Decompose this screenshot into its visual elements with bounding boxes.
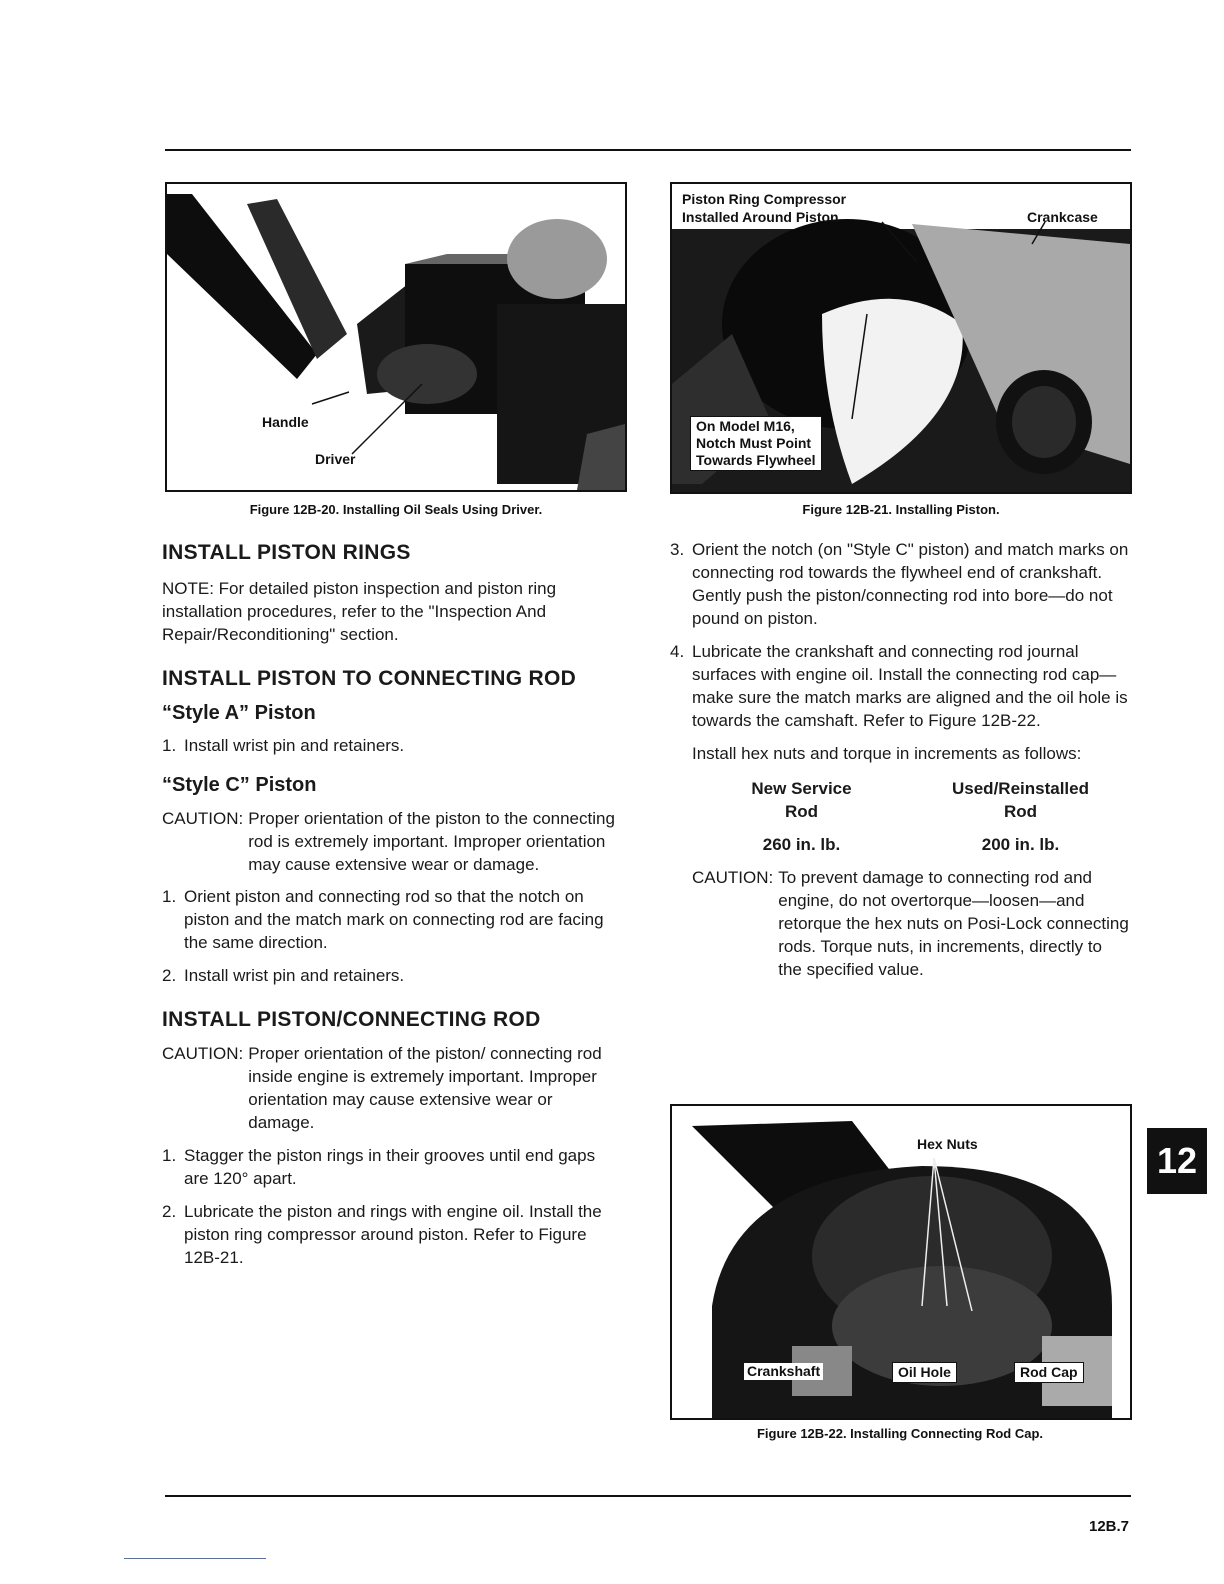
handle-label: Handle: [262, 414, 309, 430]
torque-table: [670, 777, 1130, 856]
hex-nuts-label: Hex Nuts: [914, 1136, 981, 1153]
install-step-1: 1. Stagger the piston rings in their grooves until end gaps are 120° apart.: [162, 1146, 596, 1188]
figure-12b-22-photo: [670, 1104, 1132, 1420]
torque-used-reinstalled-value: 200 in. lb.: [981, 835, 1060, 854]
torque-new-service-header: New Service Rod: [751, 779, 852, 821]
torque-used-reinstalled-header: Used/Reinstalled Rod: [952, 779, 1089, 821]
piston-rings-note: NOTE: For detailed piston inspection and piston ring installation procedures, refer to the "Inspection And Repair/Reconditioning" section.: [162, 579, 557, 644]
top-rule: [165, 149, 1131, 151]
rod-cap-label: Rod Cap: [1014, 1362, 1084, 1383]
figure-12b-20-photo: [165, 182, 627, 492]
crankcase-label: Crankcase: [1027, 209, 1098, 225]
crankshaft-label: Crankshaft: [744, 1363, 823, 1380]
figure-12b-21-caption: Figure 12B-21. Installing Piston.: [802, 502, 1000, 517]
right-column: [670, 538, 1130, 981]
oil-hole-label: Oil Hole: [892, 1362, 957, 1383]
style-a-heading: “Style A” Piston: [162, 702, 316, 724]
step-3: 3. Orient the notch (on "Style C" piston) and match marks on connecting rod towards the flywheel end of crankshaft. Gently push the piston/connecting rod into bore—do not pound on piston.: [670, 540, 1129, 628]
figure-12b-21-photo: [670, 182, 1132, 494]
figure-12b-20-caption: Figure 12B-20. Installing Oil Seals Using Driver.: [249, 502, 543, 517]
torque-intro: Install hex nuts and torque in increments as follows:: [692, 744, 1082, 763]
notch-label-line1: On Model M16,: [696, 418, 795, 434]
step-4: 4. Lubricate the crankshaft and connecting rod journal surfaces with engine oil. Install the connecting rod cap—make sure the match marks are aligned and the oil hole is towards the camshaft. Refer to Figure 12B-22.: [670, 642, 1128, 730]
style-c-step-1: 1. Orient piston and connecting rod so that the notch on piston and the match mark on connecting rod are facing the same direction.: [162, 887, 604, 952]
left-column: [162, 540, 620, 1269]
install-caution: CAUTION: Proper orientation of the piston/ connecting rod inside engine is extremely important. Improper orientation may cause extensive wear or damage.: [162, 1044, 602, 1132]
compressor-label-line2: Installed Around Piston: [682, 209, 839, 225]
notch-label-line3: Towards Flywheel: [696, 452, 816, 468]
bottom-rule: [165, 1495, 1131, 1497]
driver-label: Driver: [315, 451, 356, 467]
page-number: 12B.7: [1089, 1518, 1130, 1535]
style-a-step-1: 1. Install wrist pin and retainers.: [162, 736, 405, 755]
footer-link-line: [124, 1558, 266, 1559]
style-c-heading: “Style C” Piston: [162, 774, 317, 796]
style-c-caution: CAUTION: Proper orientation of the piston to the connecting rod is extremely important. Improper orientation may cause extensive wear or damage.: [162, 809, 615, 874]
figure-12b-22-caption: Figure 12B-22. Installing Connecting Rod Cap.: [756, 1426, 1044, 1441]
install-piston-rings-heading: INSTALL PISTON RINGS: [162, 541, 411, 564]
torque-new-service-value: 260 in. lb.: [762, 835, 841, 854]
notch-callout-box: [690, 416, 822, 471]
install-piston-to-rod-heading: INSTALL PISTON TO CONNECTING ROD: [162, 667, 577, 690]
install-step-2: 2. Lubricate the piston and rings with engine oil. Install the piston ring compressor around piston. Refer to Figure 12B-21.: [162, 1202, 602, 1267]
install-piston-connecting-rod-heading: INSTALL PISTON/CONNECTING ROD: [162, 1008, 541, 1031]
notch-label-line2: Notch Must Point: [696, 435, 812, 451]
chapter-tab-12: 12: [1147, 1128, 1207, 1194]
compressor-label-line1: Piston Ring Compressor: [682, 191, 847, 207]
torque-caution: CAUTION: To prevent damage to connecting rod and engine, do not overtorque—loosen—and retorque the hex nuts on Posi-Lock connecting rods. Torque nuts, in increments, directly to the specified value.: [692, 868, 1129, 979]
style-c-step-2: 2. Install wrist pin and retainers.: [162, 966, 405, 985]
